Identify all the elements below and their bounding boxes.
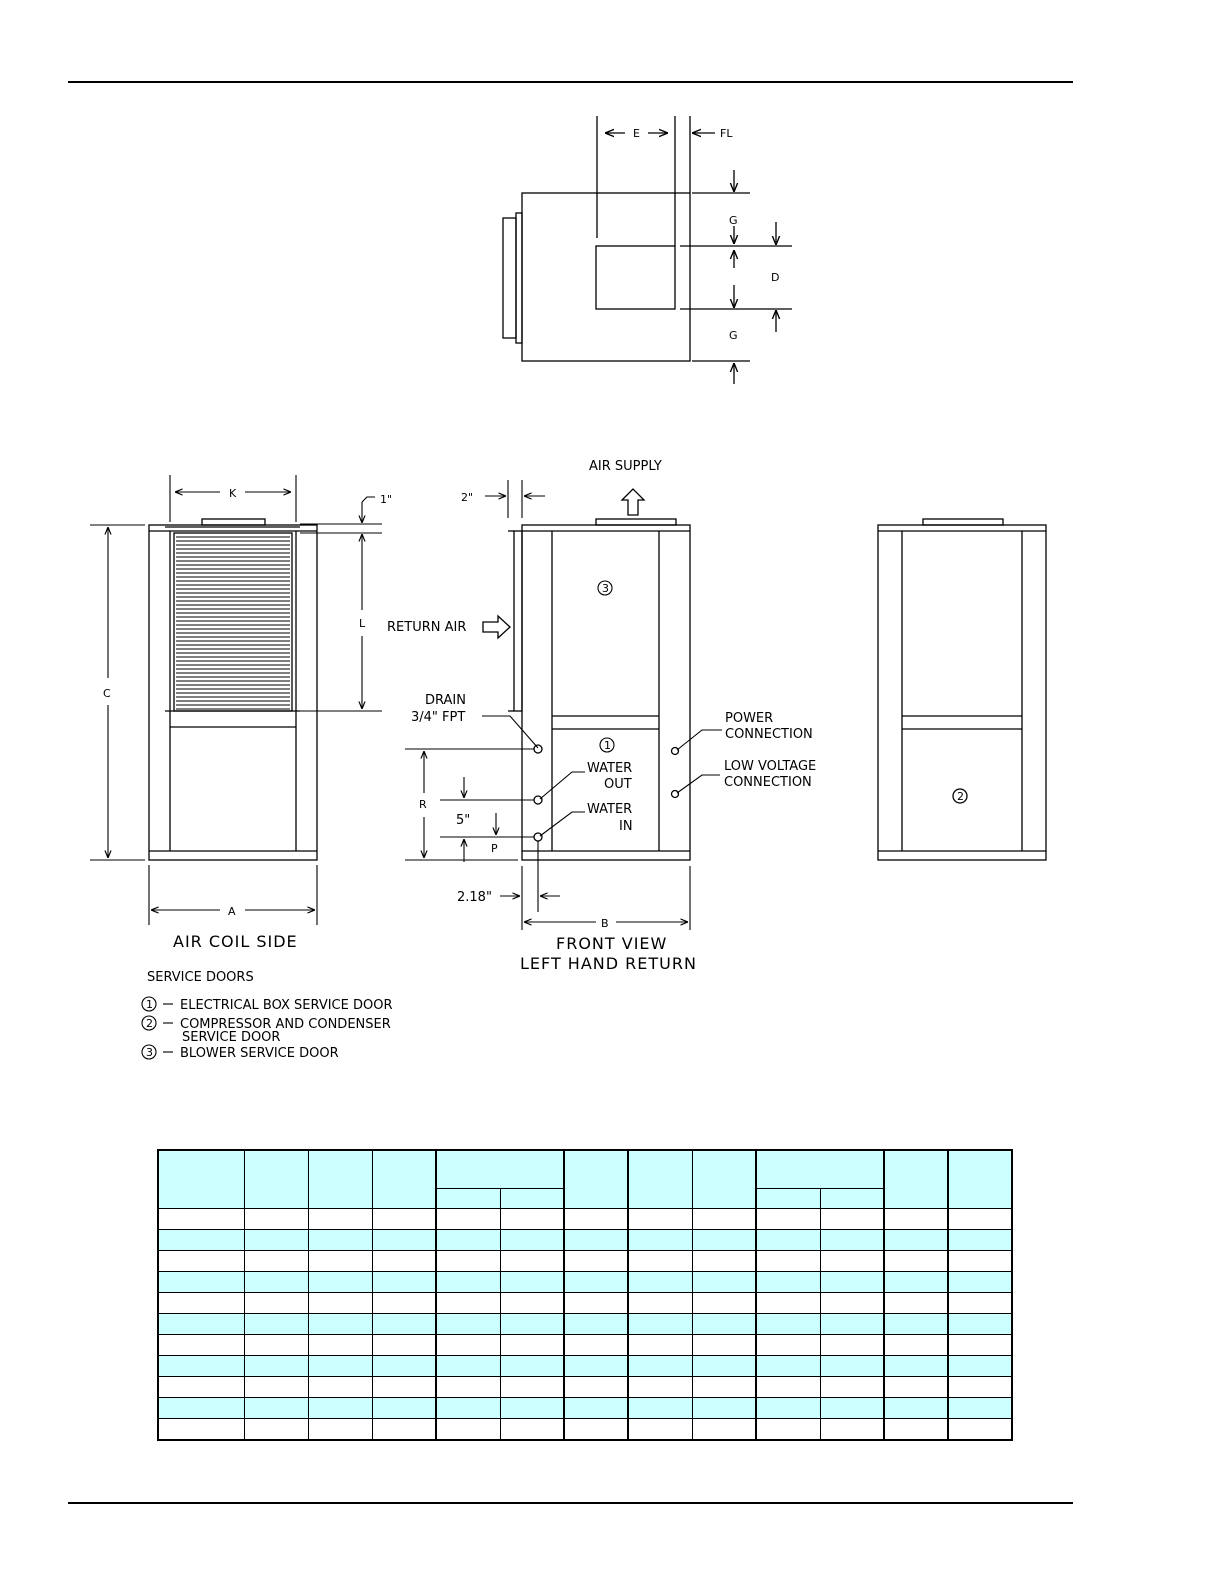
- table-cell: [628, 1209, 692, 1230]
- right-side-view: [878, 519, 1046, 860]
- table-header-cell: [692, 1150, 756, 1209]
- table-cell: [158, 1230, 244, 1251]
- door-3-number: 3: [602, 582, 609, 595]
- table-cell: [628, 1398, 692, 1419]
- table-row: [158, 1377, 1012, 1398]
- table-cell: [564, 1209, 628, 1230]
- table-cell: [628, 1251, 692, 1272]
- table-cell: [158, 1398, 244, 1419]
- table-cell: [158, 1272, 244, 1293]
- table-cell: [436, 1251, 500, 1272]
- table-cell: [884, 1314, 948, 1335]
- right-top-collar: [923, 519, 1003, 525]
- table-cell: [884, 1398, 948, 1419]
- bottom-rule: [68, 1502, 1073, 1504]
- top-view-filter-rack-outer: [503, 218, 516, 338]
- table-cell: [308, 1230, 372, 1251]
- dim-label-B: B: [601, 917, 609, 930]
- table-cell: [372, 1209, 436, 1230]
- table-cell: [820, 1293, 884, 1314]
- table-cell: [820, 1356, 884, 1377]
- water-out-label-line2: OUT: [604, 777, 632, 792]
- table-cell: [692, 1419, 756, 1441]
- table-cell: [756, 1293, 820, 1314]
- table-cell: [756, 1230, 820, 1251]
- power-connection-label-line2: CONNECTION: [725, 727, 813, 742]
- table-cell: [564, 1272, 628, 1293]
- table-cell: [436, 1293, 500, 1314]
- table-cell: [436, 1230, 500, 1251]
- legend-item-2-number: 2: [146, 1017, 153, 1030]
- table-cell: [308, 1398, 372, 1419]
- return-air-arrow: [483, 616, 510, 638]
- table-cell: [884, 1272, 948, 1293]
- air-supply-arrow: [622, 489, 644, 515]
- table-cell: [820, 1209, 884, 1230]
- table-header-cell: [244, 1150, 308, 1209]
- table-cell: [436, 1209, 500, 1230]
- table-cell: [756, 1335, 820, 1356]
- table-cell: [372, 1335, 436, 1356]
- table-cell: [756, 1314, 820, 1335]
- table-cell: [244, 1398, 308, 1419]
- table-cell: [436, 1356, 500, 1377]
- table-cell: [564, 1293, 628, 1314]
- dim-label-P: P: [491, 842, 498, 855]
- dim-label-G-bottom: G: [729, 329, 738, 342]
- table-header-cell: [948, 1150, 1012, 1209]
- table-cell: [158, 1335, 244, 1356]
- table-cell: [820, 1398, 884, 1419]
- table-cell: [436, 1419, 500, 1441]
- water-out-label-line1: WATER: [587, 761, 633, 776]
- table-cell: [308, 1209, 372, 1230]
- table-cell: [158, 1419, 244, 1441]
- dim-label-C: C: [103, 687, 111, 700]
- coil-side-top-collar: [202, 519, 265, 525]
- table-cell: [500, 1230, 564, 1251]
- table-cell: [244, 1209, 308, 1230]
- legend-item-3-text: BLOWER SERVICE DOOR: [180, 1046, 339, 1061]
- table-row: [158, 1209, 1012, 1230]
- table-cell: [564, 1251, 628, 1272]
- top-view-filter-rack: [516, 213, 522, 343]
- table-cell: [692, 1398, 756, 1419]
- table-cell: [500, 1398, 564, 1419]
- table-cell: [820, 1377, 884, 1398]
- table-header-row: [158, 1150, 1012, 1189]
- table-cell: [756, 1377, 820, 1398]
- table-cell: [308, 1293, 372, 1314]
- table-cell: [692, 1251, 756, 1272]
- drain-label-line1: DRAIN: [425, 693, 466, 708]
- table-cell: [948, 1377, 1012, 1398]
- table-cell: [948, 1272, 1012, 1293]
- dim-label-K: K: [229, 487, 237, 500]
- table-cell: [756, 1398, 820, 1419]
- power-connection-label-line1: POWER: [725, 711, 774, 726]
- table-cell: [820, 1251, 884, 1272]
- table-cell: [692, 1356, 756, 1377]
- table-row: [158, 1230, 1012, 1251]
- legend-item-1-number: 1: [146, 998, 153, 1011]
- table-cell: [692, 1272, 756, 1293]
- table-cell: [948, 1314, 1012, 1335]
- table-cell: [500, 1251, 564, 1272]
- table-cell: [948, 1293, 1012, 1314]
- table-header-group-cell: [436, 1150, 564, 1189]
- table-cell: [244, 1230, 308, 1251]
- table-cell: [500, 1356, 564, 1377]
- table-cell: [158, 1293, 244, 1314]
- table-cell: [884, 1251, 948, 1272]
- air-supply-label: AIR SUPPLY: [589, 459, 662, 474]
- front-view-title-line1: FRONT VIEW: [556, 934, 668, 953]
- table-cell: [820, 1272, 884, 1293]
- drain-connection: [534, 745, 542, 753]
- dim-label-2in: 2": [461, 491, 474, 504]
- legend-item-2-text-line2: SERVICE DOOR: [182, 1030, 281, 1045]
- low-voltage-label-line1: LOW VOLTAGE: [724, 759, 817, 774]
- table-cell: [308, 1377, 372, 1398]
- table-cell: [158, 1377, 244, 1398]
- table-cell: [436, 1398, 500, 1419]
- dim-label-FL: FL: [720, 127, 733, 140]
- table-cell: [628, 1272, 692, 1293]
- dim-label-D: D: [771, 271, 780, 284]
- air-coil-side-title: AIR COIL SIDE: [173, 932, 298, 951]
- table-cell: [948, 1230, 1012, 1251]
- table-cell: [500, 1293, 564, 1314]
- table-cell: [564, 1398, 628, 1419]
- table-cell: [244, 1356, 308, 1377]
- dim-label-G-top: G: [729, 214, 738, 227]
- dim-label-1in: 1": [380, 493, 393, 506]
- table-cell: [158, 1251, 244, 1272]
- table-cell: [372, 1272, 436, 1293]
- table-cell: [692, 1377, 756, 1398]
- table-header-cell: [628, 1150, 692, 1209]
- dim-label-L: L: [359, 617, 366, 630]
- table-cell: [948, 1356, 1012, 1377]
- table-cell: [372, 1356, 436, 1377]
- table-cell: [308, 1335, 372, 1356]
- table-cell: [500, 1314, 564, 1335]
- table-cell: [628, 1335, 692, 1356]
- table-subheader-cell: [756, 1189, 820, 1209]
- table-cell: [948, 1419, 1012, 1441]
- table-cell: [756, 1209, 820, 1230]
- table-cell: [372, 1419, 436, 1441]
- table-cell: [372, 1314, 436, 1335]
- table-cell: [500, 1419, 564, 1441]
- power-connection: [672, 748, 679, 755]
- table-cell: [820, 1419, 884, 1441]
- table-cell: [884, 1335, 948, 1356]
- table-cell: [308, 1251, 372, 1272]
- table-cell: [628, 1293, 692, 1314]
- table-cell: [692, 1335, 756, 1356]
- front-view-title-line2: LEFT HAND RETURN: [520, 954, 697, 973]
- table-cell: [564, 1314, 628, 1335]
- front-top-collar: [596, 519, 676, 525]
- table-cell: [884, 1293, 948, 1314]
- table-subheader-cell: [500, 1189, 564, 1209]
- table-row: [158, 1356, 1012, 1377]
- low-voltage-label-line2: CONNECTION: [724, 775, 812, 790]
- air-coil: [174, 533, 292, 711]
- table-cell: [500, 1377, 564, 1398]
- table-cell: [244, 1272, 308, 1293]
- table-cell: [372, 1251, 436, 1272]
- table-cell: [372, 1398, 436, 1419]
- table-cell: [308, 1419, 372, 1441]
- table-cell: [756, 1251, 820, 1272]
- table-cell: [820, 1335, 884, 1356]
- table-cell: [948, 1335, 1012, 1356]
- table-cell: [436, 1314, 500, 1335]
- table-cell: [308, 1314, 372, 1335]
- table-cell: [948, 1209, 1012, 1230]
- table-cell: [500, 1335, 564, 1356]
- table-cell: [884, 1419, 948, 1441]
- table-cell: [628, 1377, 692, 1398]
- door-2-number: 2: [957, 790, 964, 803]
- table-header-cell: [372, 1150, 436, 1209]
- table-header-cell: [158, 1150, 244, 1209]
- door-1-number: 1: [604, 739, 611, 752]
- table-cell: [884, 1356, 948, 1377]
- dim-label-R: R: [419, 798, 427, 811]
- legend-item-2-text: COMPRESSOR AND CONDENSER: [180, 1017, 391, 1032]
- table-row: [158, 1419, 1012, 1441]
- table-cell: [158, 1209, 244, 1230]
- dim-label-5in: 5": [456, 813, 471, 828]
- right-cabinet: [878, 525, 1046, 860]
- dim-label-E: E: [633, 127, 640, 140]
- table-cell: [820, 1230, 884, 1251]
- table-cell: [692, 1293, 756, 1314]
- table-header-cell: [308, 1150, 372, 1209]
- dim-label-A: A: [228, 905, 236, 918]
- table-cell: [158, 1356, 244, 1377]
- table-row: [158, 1272, 1012, 1293]
- air-coil-fins: [176, 537, 290, 709]
- return-air-filter-frame: [514, 531, 522, 711]
- table-cell: [628, 1419, 692, 1441]
- table-cell: [756, 1356, 820, 1377]
- water-in-label-line1: WATER: [587, 802, 633, 817]
- table-header-cell: [884, 1150, 948, 1209]
- table-cell: [372, 1293, 436, 1314]
- table-cell: [244, 1377, 308, 1398]
- table-cell: [564, 1356, 628, 1377]
- table-cell: [436, 1377, 500, 1398]
- table-cell: [158, 1314, 244, 1335]
- water-in-label-line2: IN: [619, 819, 633, 834]
- table-subheader-cell: [820, 1189, 884, 1209]
- table-row: [158, 1293, 1012, 1314]
- water-out-connection: [534, 796, 542, 804]
- table-cell: [436, 1335, 500, 1356]
- table-cell: [692, 1209, 756, 1230]
- table-cell: [308, 1356, 372, 1377]
- legend-item-1-text: ELECTRICAL BOX SERVICE DOOR: [180, 998, 393, 1013]
- table-cell: [500, 1209, 564, 1230]
- table-header-cell: [564, 1150, 628, 1209]
- table-cell: [436, 1272, 500, 1293]
- table-row: [158, 1335, 1012, 1356]
- top-view-cabinet: [522, 193, 690, 361]
- table-cell: [820, 1314, 884, 1335]
- table-cell: [628, 1356, 692, 1377]
- table-row: [158, 1398, 1012, 1419]
- table-cell: [244, 1335, 308, 1356]
- table-cell: [884, 1377, 948, 1398]
- table-cell: [372, 1377, 436, 1398]
- table-cell: [564, 1335, 628, 1356]
- table-cell: [564, 1230, 628, 1251]
- top-view: [503, 116, 792, 384]
- table-cell: [628, 1230, 692, 1251]
- table-cell: [564, 1419, 628, 1441]
- table-cell: [948, 1398, 1012, 1419]
- table-cell: [308, 1272, 372, 1293]
- dimensions-table: [157, 1149, 1013, 1441]
- water-in-connection: [534, 833, 542, 841]
- table-cell: [884, 1209, 948, 1230]
- table-cell: [756, 1419, 820, 1441]
- table-cell: [692, 1230, 756, 1251]
- table-cell: [884, 1230, 948, 1251]
- top-view-supply-opening: [596, 246, 675, 309]
- table-cell: [948, 1251, 1012, 1272]
- table-cell: [244, 1251, 308, 1272]
- legend-item-3-number: 3: [146, 1046, 153, 1059]
- table-cell: [628, 1314, 692, 1335]
- table-cell: [244, 1314, 308, 1335]
- table-row: [158, 1251, 1012, 1272]
- low-voltage-connection: [672, 791, 679, 798]
- table-cell: [500, 1272, 564, 1293]
- table-cell: [244, 1419, 308, 1441]
- drain-label-line2: 3/4" FPT: [411, 710, 466, 725]
- table-cell: [372, 1230, 436, 1251]
- table-cell: [756, 1272, 820, 1293]
- return-air-label: RETURN AIR: [387, 620, 467, 635]
- table-cell: [244, 1293, 308, 1314]
- service-doors-heading: SERVICE DOORS: [147, 970, 254, 985]
- table-cell: [564, 1377, 628, 1398]
- table-cell: [692, 1314, 756, 1335]
- dim-label-2-18in: 2.18": [457, 890, 492, 905]
- table-row: [158, 1314, 1012, 1335]
- table-header-group-cell: [756, 1150, 884, 1189]
- table-subheader-cell: [436, 1189, 500, 1209]
